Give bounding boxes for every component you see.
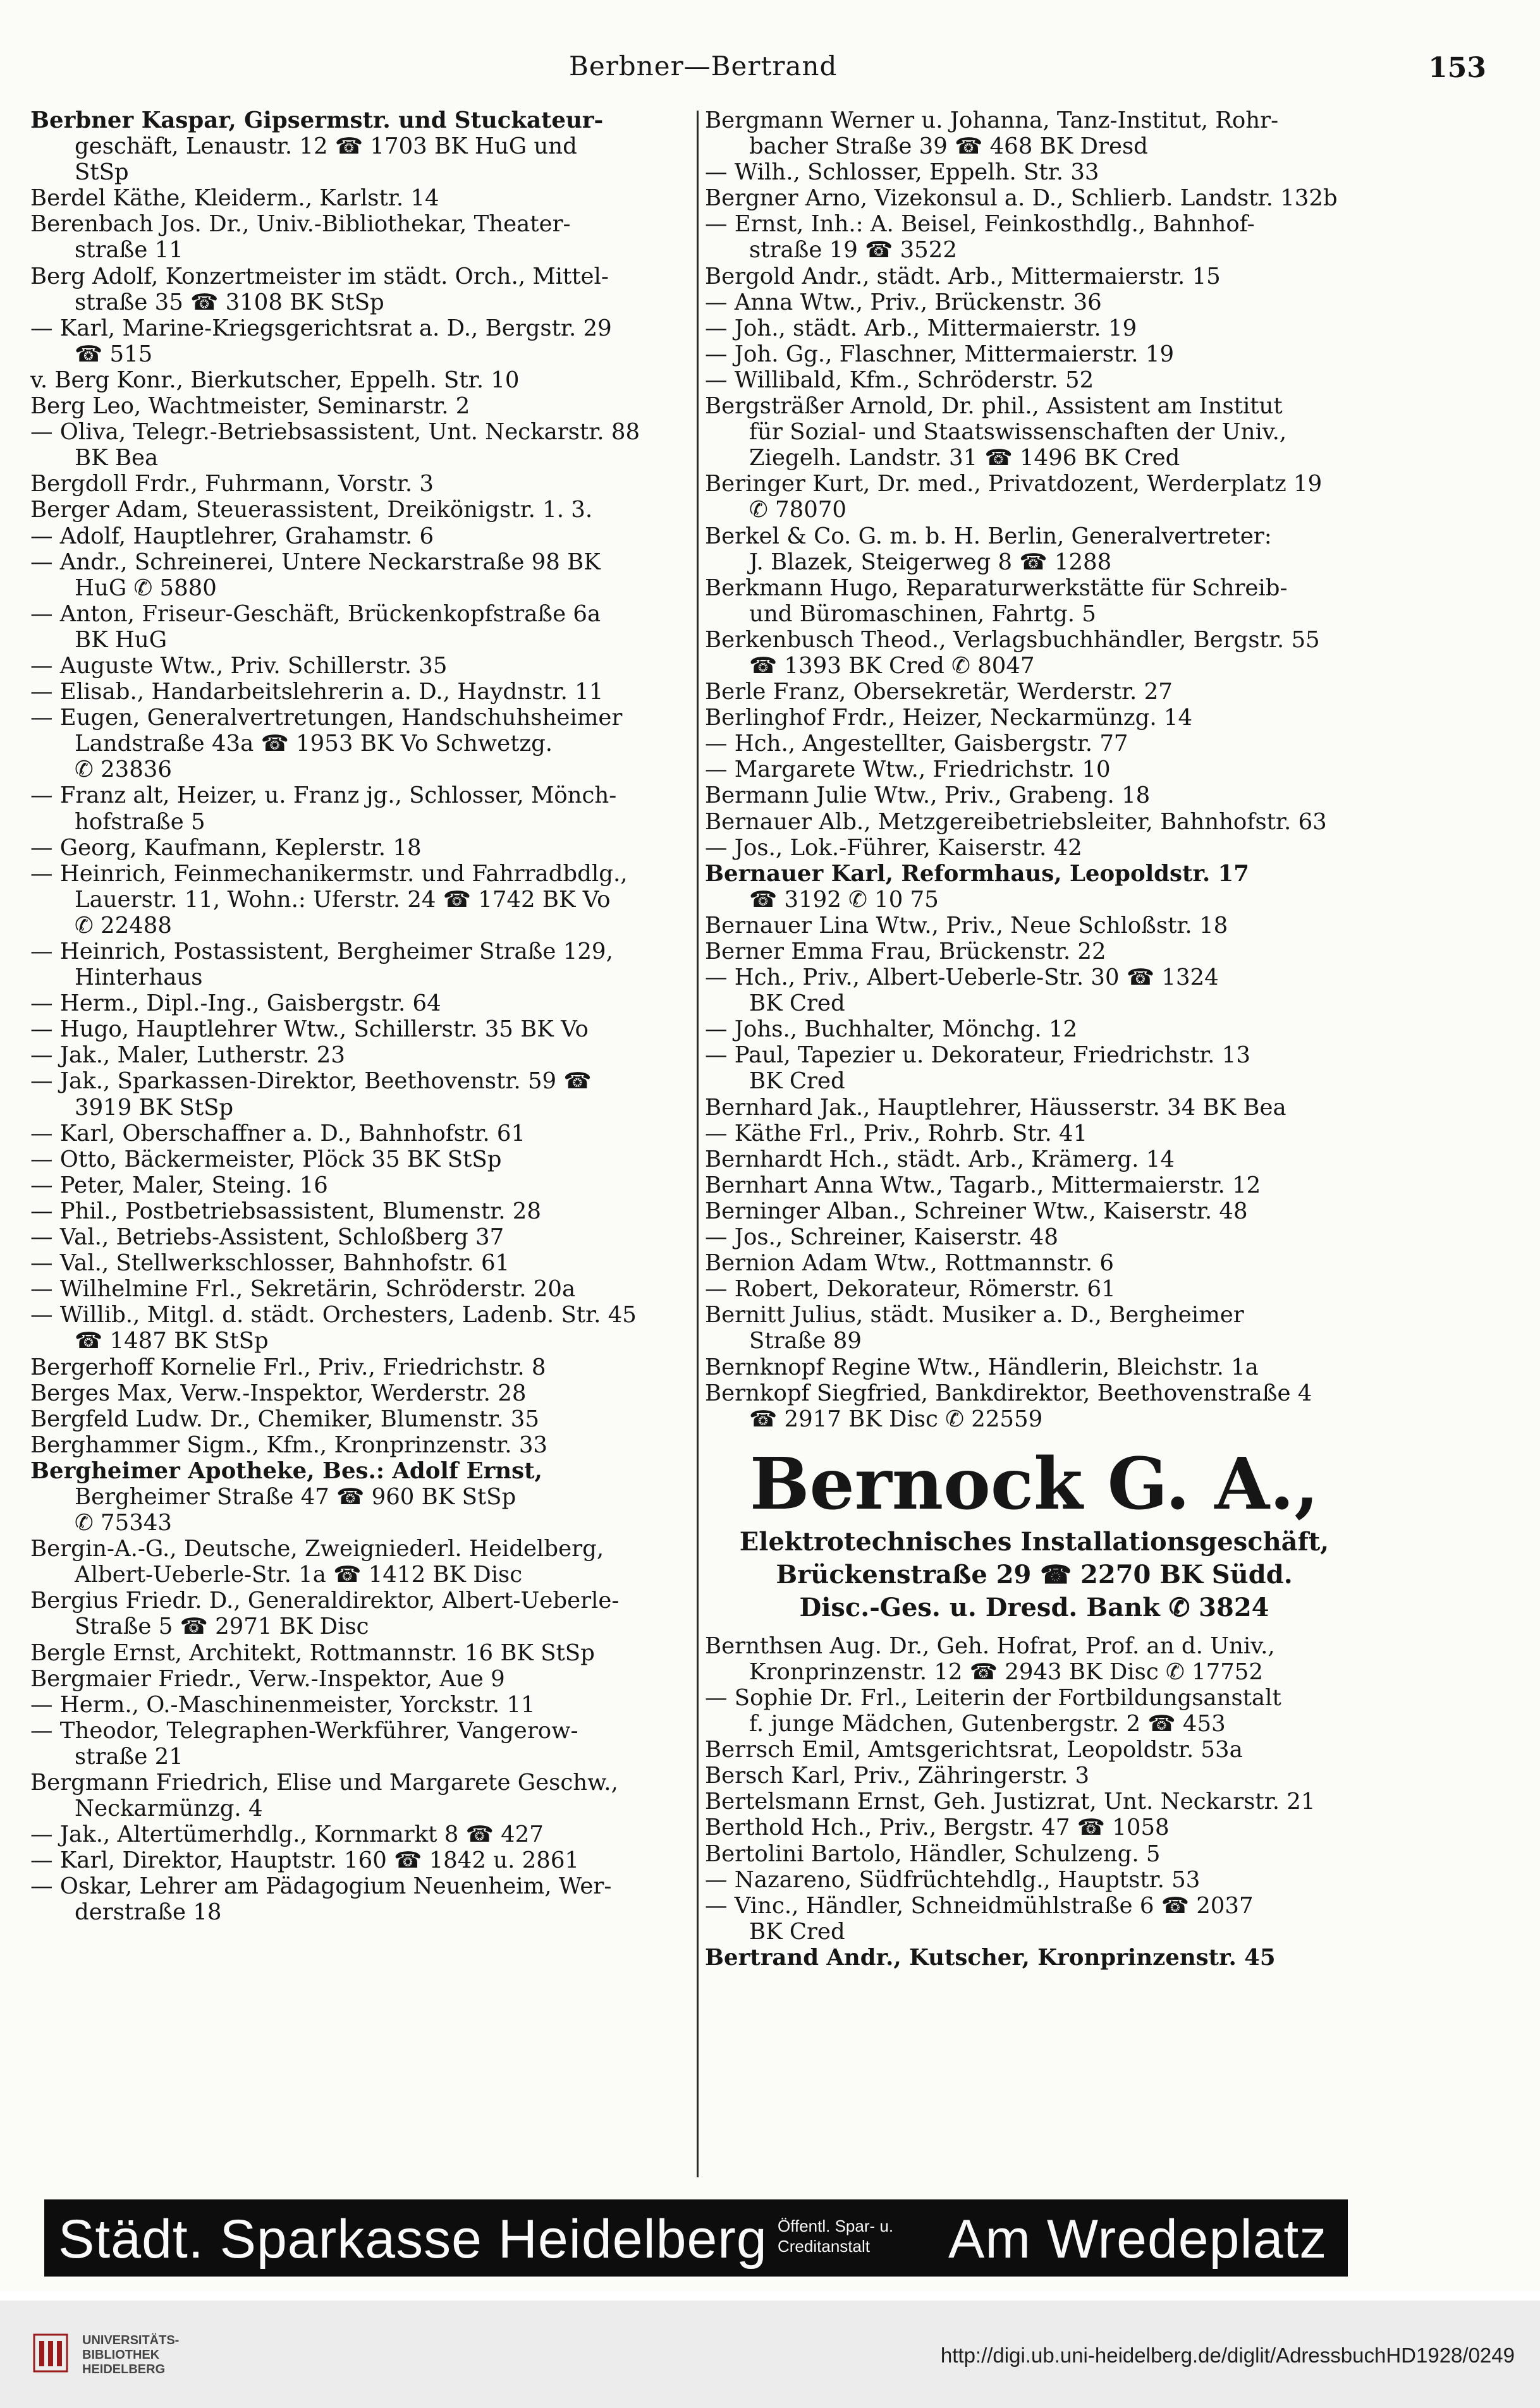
directory-entry-line: — Käthe Frl., Priv., Rohrb. Str. 41 (705, 1120, 1088, 1146)
ad-line-3: Disc.-Ges. u. Dresd. Bank ✆ 3824 (799, 1592, 1269, 1622)
directory-entry-line: — Anton, Friseur-Geschäft, Brückenkopfstraße 6a (30, 600, 601, 627)
directory-entry-line: — Jak., Altertümerhdlg., Kornmarkt 8 ☎ 427 (30, 1821, 544, 1848)
ad-line-2: Brückenstraße 29 ☎ 2270 BK Südd. (776, 1559, 1293, 1590)
directory-entry-line: Straße 5 ☎ 2971 BK Disc (75, 1614, 369, 1640)
directory-entry-line: BK HuG (75, 626, 168, 653)
directory-entry-line: — Jos., Lok.-Führer, Kaiserstr. 42 (705, 834, 1082, 861)
directory-entry-line: — Hugo, Hauptlehrer Wtw., Schillerstr. 35 BK Vo (30, 1016, 589, 1043)
directory-entry-line: — Adolf, Hauptlehrer, Grahamstr. 6 (30, 523, 434, 549)
directory-entry-line: Berghammer Sigm., Kfm., Kronprinzenstr. 33 (30, 1432, 548, 1458)
library-name-line-3: HEIDELBERG (82, 2362, 166, 2376)
directory-entry-line: Bergerhoff Kornelie Frl., Priv., Friedrichstr. 8 (30, 1354, 546, 1380)
directory-entry-line: — Val., Stellwerkschlosser, Bahnhofstr. 61 (30, 1250, 510, 1277)
directory-entry-line: Berlinghof Frdr., Heizer, Neckarmünzg. 14 (705, 705, 1193, 731)
directory-entry-line: v. Berg Konr., Bierkutscher, Eppelh. Str. 10 (30, 367, 520, 393)
directory-entry-line: Berkel & Co. G. m. b. H. Berlin, Generalvertreter: (705, 523, 1272, 549)
directory-entry-line: geschäft, Lenaustr. 12 ☎ 1703 BK HuG und (75, 133, 577, 160)
directory-entry-line: — Margarete Wtw., Friedrichstr. 10 (705, 757, 1111, 783)
directory-entry-line: ✆ 23836 (75, 757, 172, 783)
directory-entry-line: Bergner Arno, Vizekonsul a. D., Schlierb. Landstr. 132b (705, 185, 1338, 212)
page-number: 153 (1428, 52, 1486, 84)
directory-entry-line: — Anna Wtw., Priv., Brückenstr. 36 (705, 289, 1102, 315)
directory-entry-line: BK Cred (749, 1068, 845, 1095)
banner-left-text: Städt. Sparkasse Heidelberg (58, 2209, 767, 2270)
directory-entry-line: — Paul, Tapezier u. Dekorateur, Friedrichstr. 13 (705, 1042, 1250, 1069)
banner-small-text (778, 2216, 893, 2256)
directory-entry-line: Bersch Karl, Priv., Zähringerstr. 3 (705, 1763, 1090, 1789)
directory-entry-line: — Hch., Priv., Albert-Ueberle-Str. 30 ☎ 1324 (705, 964, 1219, 991)
directory-entry-line: — Elisab., Handarbeitslehrerin a. D., Haydnstr. 11 (30, 679, 604, 705)
directory-entry-line: Berle Franz, Obersekretär, Werderstr. 27 (705, 679, 1173, 705)
directory-entry-line: ✆ 78070 (749, 497, 846, 523)
directory-entry-line: Straße 89 (749, 1328, 862, 1354)
banner-small-line-2: Creditanstalt (778, 2237, 870, 2256)
directory-entry-line: — Phil., Postbetriebsassistent, Blumenstr. 28 (30, 1198, 541, 1224)
directory-entry-line: — Jak., Sparkassen-Direktor, Beethovenstr. 59 ☎ (30, 1068, 592, 1095)
directory-entry-line: ✆ 22488 (75, 912, 172, 939)
directory-entry-line: — Robert, Dekorateur, Römerstr. 61 (705, 1276, 1116, 1303)
permalink-url[interactable]: http://digi.ub.uni-heidelberg.de/diglit/AdressbuchHD1928/0249 (940, 2344, 1515, 2367)
directory-entry-line: — Heinrich, Feinmechanikermstr. und Fahrradbdlg., (30, 860, 628, 887)
directory-entry-line: Bergold Andr., städt. Arb., Mittermaierstr. 15 (705, 263, 1221, 289)
library-name-line-1: UNIVERSITÄTS- (82, 2333, 180, 2347)
directory-entry-line: — Otto, Bäckermeister, Plöck 35 BK StSp (30, 1146, 502, 1172)
banner-small-line-1: Öffentl. Spar- u. (778, 2216, 894, 2235)
directory-entry-line: Berner Emma Frau, Brückenstr. 22 (705, 939, 1106, 964)
directory-entry-line: Berenbach Jos. Dr., Univ.-Bibliothekar, Theater- (30, 211, 571, 238)
directory-entry-line: Ziegelh. Landstr. 31 ☎ 1496 BK Cred (749, 445, 1180, 471)
directory-entry-line: Bermann Julie Wtw., Priv., Grabeng. 18 (705, 782, 1151, 809)
directory-entry-line: Bernhardt Hch., städt. Arb., Krämerg. 14 (705, 1146, 1175, 1172)
right-column-bottom (705, 1633, 1364, 1971)
directory-entry-line: hofstraße 5 (75, 808, 205, 835)
directory-entry-line: Bergmann Werner u. Johanna, Tanz-Institut, Rohr- (705, 107, 1279, 133)
directory-entry-line: — Oskar, Lehrer am Pädagogium Neuenheim, Wer- (30, 1873, 612, 1900)
directory-entry-line: Bergle Ernst, Architekt, Rottmannstr. 16 BK StSp (30, 1639, 595, 1666)
library-name-line-2: BIBLIOTHEK (82, 2348, 160, 2362)
directory-entry-line: Berkenbusch Theod., Verlagsbuchhändler, Bergstr. 55 (705, 626, 1320, 653)
directory-entry-line: — Herm., O.-Maschinenmeister, Yorckstr. 11 (30, 1691, 535, 1718)
directory-entry-line: Bernthsen Aug. Dr., Geh. Hofrat, Prof. an d. Univ., (705, 1633, 1275, 1659)
directory-entry-line: — Vinc., Händler, Schneidmühlstraße 6 ☎ 2037 (705, 1892, 1254, 1919)
ad-company-name: Bernock G. A., (749, 1442, 1319, 1526)
directory-entry-line: ☎ 515 (75, 341, 153, 367)
directory-entry-line: BK Bea (75, 445, 159, 471)
ad-line-1: Elektrotechnisches Installationsgeschäft, (739, 1526, 1329, 1557)
directory-entry-line: StSp (75, 159, 129, 186)
directory-entry-line: Bertrand Andr., Kutscher, Kronprinzenstr. 45 (705, 1944, 1276, 1971)
directory-entry-line: ✆ 75343 (75, 1510, 172, 1536)
directory-entry-line: Bernauer Karl, Reformhaus, Leopoldstr. 17 (705, 860, 1249, 887)
directory-entry-line: ☎ 3192 ✆ 10 75 (749, 886, 939, 913)
right-column (705, 107, 1364, 1971)
directory-entry-line: straße 35 ☎ 3108 BK StSp (75, 289, 384, 315)
directory-entry-line: — Wilhelmine Frl., Sekretärin, Schröderstr. 20a (30, 1276, 576, 1303)
directory-entry-line: Berg Adolf, Konzertmeister im städt. Orch., Mittel- (30, 263, 609, 289)
directory-entry-line: derstraße 18 (75, 1899, 222, 1926)
directory-entry-line: Bergmann Friedrich, Elise und Margarete Geschw., (30, 1770, 618, 1796)
directory-entry-line: — Willibald, Kfm., Schröderstr. 52 (705, 367, 1094, 393)
directory-entry-line: — Sophie Dr. Frl., Leiterin der Fortbildungsanstalt (705, 1684, 1281, 1711)
directory-entry-line: Bergsträßer Arnold, Dr. phil., Assistent am Institut (705, 393, 1283, 420)
directory-entry-line: Lauerstr. 11, Wohn.: Uferstr. 24 ☎ 1742 BK Vo (75, 886, 611, 913)
directory-entry-line: Berkmann Hugo, Reparaturwerkstätte für Schreib- (705, 575, 1288, 601)
directory-entry-line: ☎ 1487 BK StSp (75, 1328, 269, 1354)
directory-entry-line: — Herm., Dipl.-Ing., Gaisbergstr. 64 (30, 990, 441, 1017)
directory-entry-line: — Willib., Mitgl. d. städt. Orchesters, Ladenb. Str. 45 (30, 1302, 637, 1329)
directory-entry-line: — Auguste Wtw., Priv. Schillerstr. 35 (30, 652, 448, 679)
directory-entry-line: Bertelsmann Ernst, Geh. Justizrat, Unt. Neckarstr. 21 (705, 1789, 1316, 1815)
directory-entry-line: Beringer Kurt, Dr. med., Privatdozent, Werderplatz 19 (705, 471, 1323, 497)
directory-entry-line: Bergin-A.-G., Deutsche, Zweigniederl. Heidelberg, (30, 1536, 604, 1562)
directory-entry-line: — Joh., städt. Arb., Mittermaierstr. 19 (705, 315, 1137, 341)
directory-entry-line: 3919 BK StSp (75, 1094, 234, 1121)
viewer-footer (0, 2301, 1540, 2408)
column-divider (697, 111, 699, 2177)
directory-entry-line: Berges Max, Verw.-Inspektor, Werderstr. 28 (30, 1380, 527, 1406)
directory-entry-line: J. Blazek, Steigerweg 8 ☎ 1288 (749, 549, 1112, 575)
directory-entry-line: Landstraße 43a ☎ 1953 BK Vo Schwetzg. (75, 731, 553, 757)
sparkasse-banner (44, 2199, 1348, 2277)
directory-entry-line: Bernkopf Siegfried, Bankdirektor, Beethovenstraße 4 (705, 1380, 1312, 1406)
directory-entry-line: Bernitt Julius, städt. Musiker a. D., Bergheimer (705, 1302, 1244, 1329)
directory-entry-line: f. junge Mädchen, Gutenbergstr. 2 ☎ 453 (749, 1711, 1226, 1737)
directory-entry-line: — Johs., Buchhalter, Mönchg. 12 (705, 1016, 1078, 1043)
directory-entry-line: Bertolini Bartolo, Händler, Schulzeng. 5 (705, 1840, 1161, 1867)
directory-entry-line: — Hch., Angestellter, Gaisbergstr. 77 (705, 731, 1128, 757)
directory-entry-line: Berrsch Emil, Amtsgerichtsrat, Leopoldstr. 53a (705, 1737, 1243, 1763)
directory-entry-line: Bergheimer Apotheke, Bes.: Adolf Ernst, (30, 1457, 542, 1484)
directory-entry-line: für Sozial- und Staatswissenschaften der Univ., (749, 419, 1287, 446)
directory-entry-line: — Val., Betriebs-Assistent, Schloßberg 37 (30, 1224, 504, 1251)
directory-entry-line: — Oliva, Telegr.-Betriebsassistent, Unt. Neckarstr. 88 (30, 419, 640, 446)
directory-entry-line: Berg Leo, Wachtmeister, Seminarstr. 2 (30, 393, 470, 420)
directory-entry-line: Bernhard Jak., Hauptlehrer, Häusserstr. 34 BK Bea (705, 1094, 1286, 1121)
directory-entry-line: straße 21 (75, 1743, 183, 1770)
directory-entry-line: — Wilh., Schlosser, Eppelh. Str. 33 (705, 159, 1099, 186)
directory-entry-line: Neckarmünzg. 4 (75, 1796, 263, 1822)
directory-entry-line: Bergdoll Frdr., Fuhrmann, Vorstr. 3 (30, 471, 434, 497)
directory-entry-line: — Heinrich, Postassistent, Bergheimer Straße 129, (30, 939, 613, 964)
directory-entry-line: Albert-Ueberle-Str. 1a ☎ 1412 BK Disc (75, 1562, 523, 1588)
directory-entry-line: Bernhart Anna Wtw., Tagarb., Mittermaierstr. 12 (705, 1172, 1261, 1198)
directory-entry-line: Bergmaier Friedr., Verw.-Inspektor, Aue 9 (30, 1665, 505, 1692)
university-library-logo-icon[interactable] (32, 2332, 70, 2374)
directory-entry-line: Bergfeld Ludw. Dr., Chemiker, Blumenstr. 35 (30, 1406, 539, 1432)
directory-entry-line: Bernion Adam Wtw., Rottmannstr. 6 (705, 1250, 1114, 1277)
directory-entry-line: — Georg, Kaufmann, Keplerstr. 18 (30, 834, 422, 861)
directory-entry-line: — Andr., Schreinerei, Untere Neckarstraße 98 BK (30, 549, 601, 575)
directory-entry-line: — Franz alt, Heizer, u. Franz jg., Schlosser, Mönch- (30, 782, 617, 809)
left-column (30, 107, 688, 1926)
directory-entry-line: ☎ 1393 BK Cred ✆ 8047 (749, 652, 1035, 679)
directory-entry-line: Bernauer Alb., Metzgereibetriebsleiter, Bahnhofstr. 63 (705, 808, 1327, 835)
banner-right-text: Am Wredeplatz (948, 2209, 1328, 2270)
directory-entry-line: — Eugen, Generalvertretungen, Handschuhsheimer (30, 705, 623, 731)
directory-entry-line: — Nazareno, Südfrüchtehdlg., Hauptstr. 53 (705, 1866, 1201, 1893)
directory-entry-line: Berger Adam, Steuerassistent, Dreikönigstr. 1. 3. (30, 497, 593, 523)
directory-entry-line: straße 11 (75, 237, 183, 264)
directory-entry-line: Berdel Käthe, Kleiderm., Karlstr. 14 (30, 185, 439, 212)
directory-entry-line: Berninger Alban., Schreiner Wtw., Kaiserstr. 48 (705, 1198, 1248, 1224)
directory-entry-line: BK Cred (749, 1918, 845, 1945)
directory-entry-line: Bernauer Lina Wtw., Priv., Neue Schloßstr. 18 (705, 912, 1228, 939)
directory-entry-line: — Ernst, Inh.: A. Beisel, Feinkosthdlg., Bahnhof- (705, 211, 1255, 238)
directory-entry-line: Berthold Hch., Priv., Bergstr. 47 ☎ 1058 (705, 1815, 1170, 1841)
directory-entry-line: Bergheimer Straße 47 ☎ 960 BK StSp (75, 1483, 516, 1510)
directory-entry-line: — Theodor, Telegraphen-Werkführer, Vangerow- (30, 1717, 578, 1744)
directory-entry-line: Bernknopf Regine Wtw., Händlerin, Bleichstr. 1a (705, 1354, 1259, 1380)
running-head (0, 51, 1540, 88)
directory-entry-line: HuG ✆ 5880 (75, 575, 217, 601)
directory-entry-line: Berbner Kaspar, Gipsermstr. und Stuckateur- (30, 107, 604, 133)
directory-entry-line: Kronprinzenstr. 12 ☎ 2943 BK Disc ✆ 17752 (749, 1658, 1263, 1685)
directory-entry-line: — Karl, Oberschaffner a. D., Bahnhofstr. 61 (30, 1120, 526, 1146)
directory-entry-line: und Büromaschinen, Fahrtg. 5 (749, 600, 1096, 627)
directory-entry-line: — Karl, Marine-Kriegsgerichtsrat a. D., Bergstr. 29 (30, 315, 612, 341)
directory-entry-line: — Jos., Schreiner, Kaiserstr. 48 (705, 1224, 1058, 1251)
directory-entry-line: — Jak., Maler, Lutherstr. 23 (30, 1042, 345, 1069)
directory-entry-line: straße 19 ☎ 3522 (749, 237, 957, 264)
directory-entry-line: bacher Straße 39 ☎ 468 BK Dresd (749, 133, 1148, 160)
right-column-top (705, 107, 1364, 1432)
directory-entry-line: — Joh. Gg., Flaschner, Mittermaierstr. 19 (705, 341, 1175, 367)
directory-entry-line: ☎ 2917 BK Disc ✆ 22559 (749, 1406, 1043, 1432)
page-title: Berbner—Bertrand (569, 51, 838, 82)
directory-entry-line: — Karl, Direktor, Hauptstr. 160 ☎ 1842 u. 2861 (30, 1847, 579, 1874)
directory-entry-line: Bergius Friedr. D., Generaldirektor, Albert-Ueberle- (30, 1588, 620, 1614)
library-name[interactable] (82, 2333, 179, 2377)
directory-entry-line: BK Cred (749, 990, 845, 1017)
advertisement (705, 1444, 1364, 1624)
directory-entry-line: — Peter, Maler, Steing. 16 (30, 1172, 328, 1198)
directory-entry-line: Hinterhaus (75, 964, 203, 991)
